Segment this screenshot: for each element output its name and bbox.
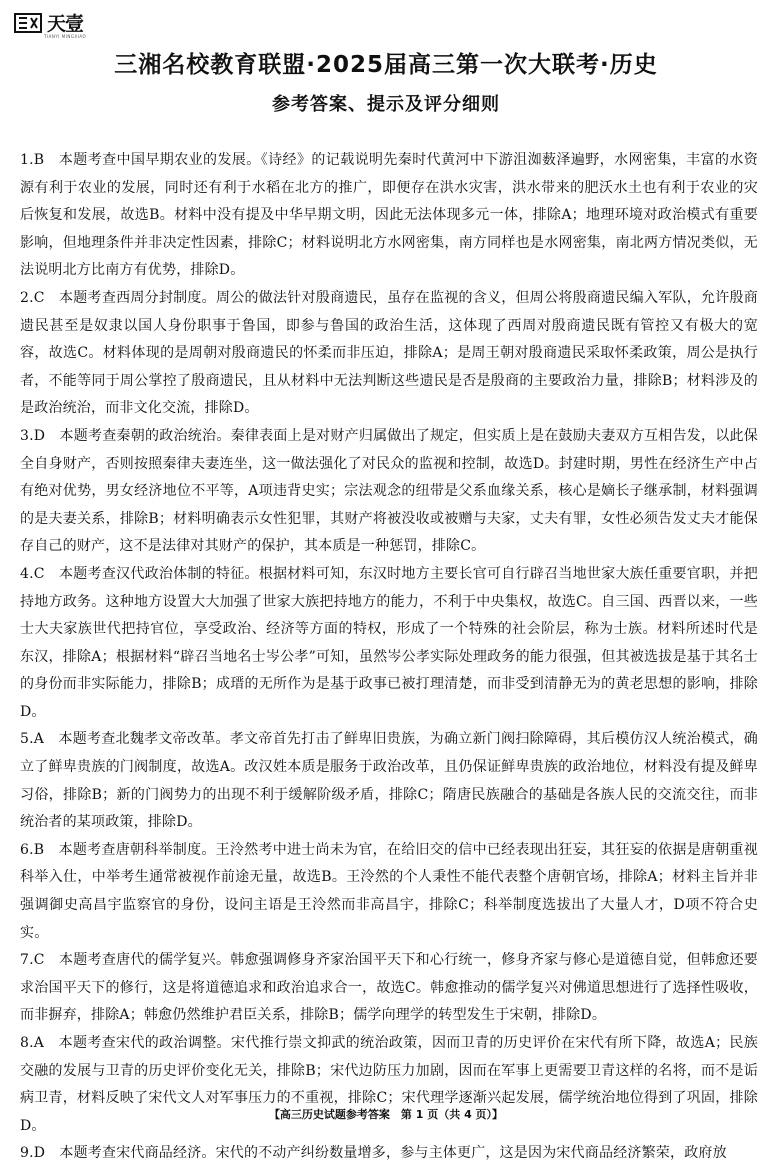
answer-text: 本题考查西周分封制度。周公的做法针对殷商遗民，虽存在监视的含义，但周公将殷商遗民编入军队，允许殷商遗民甚至是奴隶以国人身份职事于鲁国，即参与鲁国的政治生活，这体现了西周对殷商遗民既有管控又有极大的宽容，故选C。材料体现的是周朝对殷商遗民的怀柔而非压迫，排除A；是周王朝对殷商遗民采取怀柔政策，周公是执行者，不能等同于周公掌控了殷商遗民，且从材料中无法判断这些遗民是否是殷商的主要政治力量，排除B；材料涉及的是政治统治，而非文化交流，排除D。 [20, 289, 759, 417]
answer-number: 3.D [20, 427, 46, 444]
answer-item [20, 837, 758, 947]
logo [14, 9, 83, 36]
tianyi-logo-icon [14, 12, 44, 34]
answer-number: 5.A [20, 731, 45, 748]
answer-item [20, 285, 758, 423]
answer-item [20, 726, 758, 836]
answer-item [20, 1030, 758, 1140]
answer-number: 6.B [20, 841, 45, 858]
answer-text: 本题考查汉代政治体制的特征。根据材料可知，东汉时地方主要长官可自行辟召当地世家大族任重要官职，并把持地方政务。这种地方设置大大加强了世家大族把持地方的能力，不利于中央集权，故选C。自三国、西晋以来，一些士大夫家族世代把持官位，享受政治、经济等方面的特权，形成了一个特殊的社会阶层，称为士族。材料所述时代是东汉，排除A；根据材料“辟召当地名士岑公孝”可知，虽然岑公孝实际处理政务的能力很强，但其被选拔是基于其名士的身份而非实际能力，排除B；成瑨的无所作为是基于政事已被打理清楚，而非受到清静无为的黄老思想的影响，排除D。 [20, 565, 759, 720]
answer-number: 4.C [20, 565, 45, 582]
answer-text: 本题考查唐朝科举制度。王泠然考中进士尚未为官，在给旧交的信中已经表现出狂妄，其狂妄的依据是唐朝重视科举入仕，中举考生通常被视作前途无量，故选B。王泠然的个人秉性不能代表整个唐朝官场，排除A；材料主旨并非强调御史高昌宇监察官的身份，设问主语是王泠然而非高昌宇，排除C；科举制度选拔出了大量人才，D项不符合史实。 [20, 841, 759, 941]
answer-item [20, 947, 758, 1030]
answer-number: 1.B [20, 152, 45, 168]
answer-text: 本题考查秦朝的政治统治。秦律表面上是对财产归属做出了规定，但实质上是在鼓励夫妻双方互相告发，以此保全自身财产，否则按照秦律夫妻连坐，这一做法强化了对民众的监视和控制，故选D。封建时期，男性在经济生产中占有绝对优势，男女经济地位不平等，A项违背史实；宗法观念的纽带是父系血缘关系，核心是嫡长子继承制，材料强调的是夫妻关系，排除B；材料明确表示女性犯罪，其财产将被没收或被赠与夫家，丈夫有罪，女性必须告发丈夫才能保存自己的财产，这不是法律对其财产的保护，其本质是一种惩罚，排除C。 [20, 427, 758, 555]
answer-number: 2.C [20, 289, 45, 306]
page-footer: 【高三历史试题参考答案 第 1 页（共 4 页）】 [268, 1108, 504, 1121]
answer-text: 本题考查唐代的儒学复兴。韩愈强调修身齐家治国平天下和心行统一，修身齐家与修心是道德自觉，但韩愈还要求治国平天下的修行，这是将道德追求和政治追求合一，故选C。韩愈推动的儒学复兴对佛道思想进行了选择性吸收，而非摒弃，排除A；韩愈仍然维护君臣关系，排除B；儒学向理学的转型发生于宋朝，排除D。 [20, 952, 759, 1024]
page-title: 三湘名校教育联盟·2025届高三第一次大联考·历史 [114, 52, 658, 78]
answer-item [20, 147, 758, 285]
answer-text: 本题考查中国早期农业的发展。《诗经》的记载说明先秦时代黄河中下游沮洳薮泽遍野，水网密集，丰富的水资源有利于农业的发展，同时还有利于水稻在北方的推广，即便存在洪水灾害，洪水带来的肥沃水土也有利于农业的灾后恢复和发展，故选B。材料中没有提及中华早期文明，因此无法体现多元一体，排除A；地理环境对政治模式有重要影响，但地理条件并非决定性因素，排除C；材料说明北方水网密集，南方同样也是水网密集，南北两方情况类似，无法说明北方比南方有优势，排除D。 [20, 152, 759, 279]
answer-item [20, 561, 758, 727]
answer-item [20, 1140, 758, 1168]
logo-subtext: TIANYI MINGXIAO [44, 34, 87, 39]
logo-text: 天壹 [47, 13, 84, 35]
answer-number: 9.D [20, 1145, 46, 1162]
answer-text: 本题考查北魏孝文帝改革。孝文帝首先打击了鲜卑旧贵族，为确立新门阀扫除障碍，其后模仿汉人统治模式，确立了鲜卑贵族的门阀制度，故选A。改汉姓本质是服务于政治改革，且仍保证鲜卑贵族的政治地位，材料没有提及鲜卑习俗，排除B；新的门阀势力的出现不利于缓解阶级矛盾，排除C；隋唐民族融合的基础是各族人民的交流交往，而非统治者的某项政策，排除D。 [20, 731, 758, 831]
answer-number: 8.A [20, 1035, 45, 1051]
answer-item [20, 423, 758, 561]
page-subtitle: 参考答案、提示及评分细则 [272, 94, 500, 115]
answer-text: 本题考查宋代商品经济。宋代的不动产纠纷数量增多，参与主体更广，这是因为宋代商品经济繁荣，政府放 [59, 1145, 727, 1162]
answer-number: 7.C [20, 952, 45, 969]
answer-text: 本题考查宋代的政治调整。宋代推行崇文抑武的统治政策，因而卫青的历史评价在宋代有所下降，故选A；民族交融的发展与卫青的历史评价变化无关，排除B；宋代边防压力加剧，因而在军事上更需要卫青这样的名将，而不是诟病卫青，材料反映了宋代文人对军事压力的不重视，排除C；宋代理学逐渐兴起发展，儒学统治地位得到了巩固，排除D。 [20, 1035, 758, 1134]
